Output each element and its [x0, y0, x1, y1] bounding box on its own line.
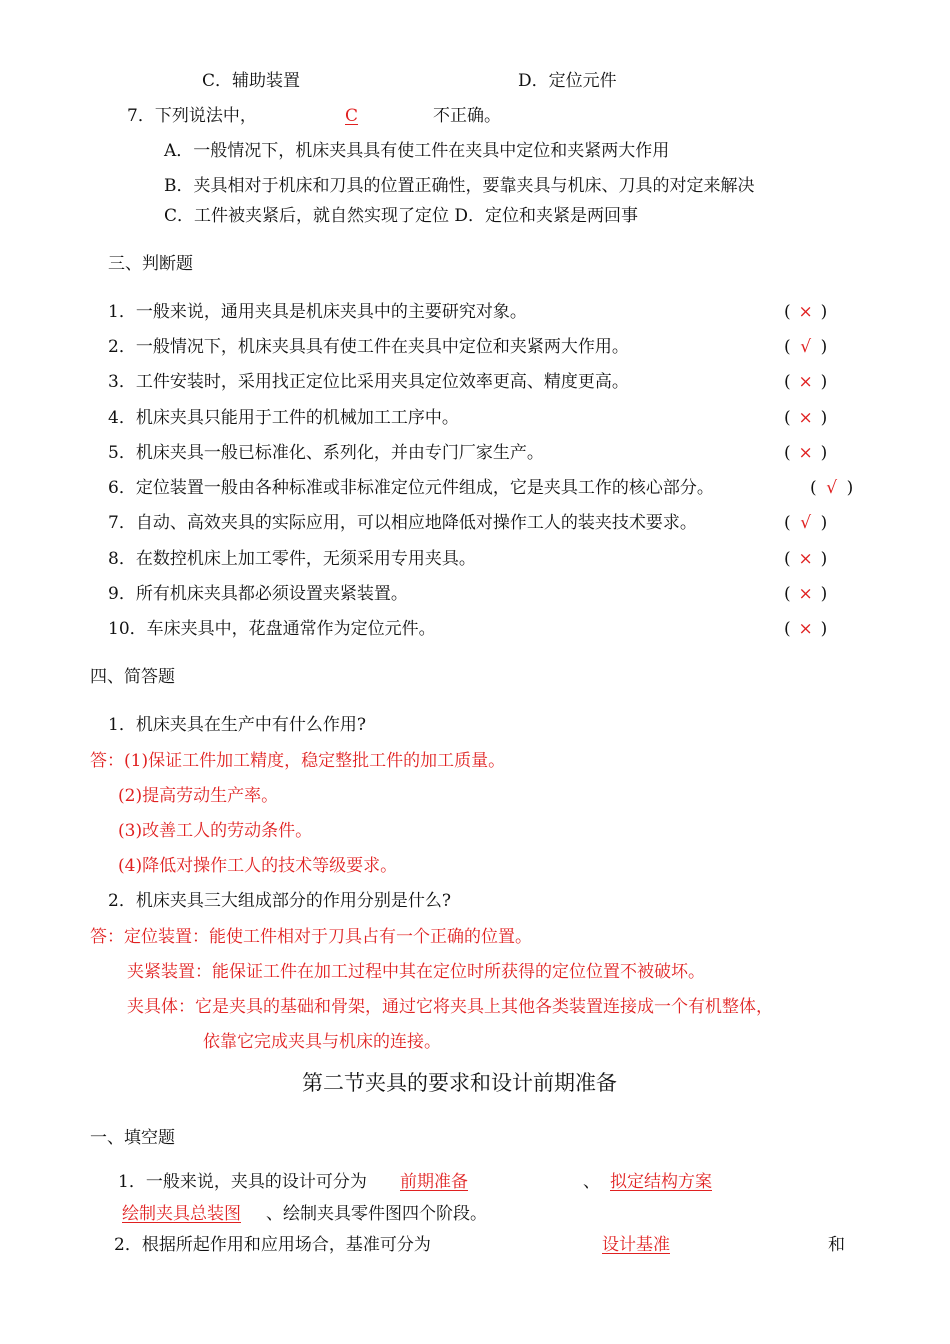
option-d: D．定位元件	[518, 71, 617, 91]
judge-item: 9．所有机床夹具都必须设置夹紧装置。	[108, 584, 408, 604]
judge-item: 3．工件安装时，采用找正定位比采用夹具定位效率更高、精度更高。	[108, 372, 629, 392]
judge-item: 7．自动、高效夹具的实际应用，可以相应地降低对操作工人的装夹技术要求。	[108, 513, 697, 533]
judge-mark: ( × )	[784, 443, 828, 463]
fill-1-answer-1: 前期准备	[400, 1172, 468, 1192]
short-question-2: 2．机床夹具三大组成部分的作用分别是什么?	[108, 891, 451, 911]
answer-line: 夹具体：它是夹具的基础和骨架，通过它将夹具上其他各类装置连接成一个有机整体，	[127, 997, 773, 1017]
fill-1-answer-3: 绘制夹具总装图	[122, 1204, 241, 1224]
judge-mark: ( × )	[784, 619, 828, 639]
short-heading: 四、简答题	[90, 667, 175, 687]
fill-heading: 一、填空题	[90, 1128, 175, 1148]
q7-option-a: A．一般情况下，机床夹具具有使工件在夹具中定位和夹紧两大作用	[164, 141, 670, 161]
answer-line: 夹紧装置：能保证工件在加工过程中其在定位时所获得的定位位置不被破坏。	[127, 962, 705, 982]
judge-item: 4．机床夹具只能用于工件的机械加工工序中。	[108, 408, 459, 428]
q7-stem-prefix: 7．下列说法中，	[127, 106, 257, 126]
answer-line: 答：定位装置：能使工件相对于刀具占有一个正确的位置。	[90, 927, 532, 947]
q7-option-cd: C．工件被夹紧后，就自然实现了定位 D．定位和夹紧是两回事	[164, 206, 639, 226]
judge-mark: ( × )	[784, 549, 828, 569]
judge-mark: ( √ )	[784, 513, 828, 533]
answer-line: (4)降低对操作工人的技术等级要求。	[118, 856, 398, 876]
fill-1-answer-2: 拟定结构方案	[610, 1172, 712, 1192]
judge-mark: ( × )	[784, 584, 828, 604]
judge-mark: ( × )	[784, 408, 828, 428]
fill-1-prefix: 1．一般来说，夹具的设计可分为	[118, 1172, 367, 1192]
section-title: 第二节夹具的要求和设计前期准备	[302, 1071, 617, 1095]
judge-mark: ( √ )	[784, 337, 828, 357]
judge-item: 10．车床夹具中，花盘通常作为定位元件。	[108, 619, 436, 639]
judge-mark: ( √ )	[810, 478, 854, 498]
option-c: C．辅助装置	[202, 71, 301, 91]
q7-option-b: B．夹具相对于机床和刀具的位置正确性，要靠夹具与机床、刀具的对定来解决	[164, 176, 755, 196]
judge-mark: ( × )	[784, 372, 828, 392]
judge-item: 6．定位装置一般由各种标准或非标准定位元件组成，它是夹具工作的核心部分。	[108, 478, 714, 498]
fill-2-suffix: 和	[828, 1235, 845, 1255]
answer-line: 依靠它完成夹具与机床的连接。	[203, 1032, 441, 1052]
judge-item: 1．一般来说，通用夹具是机床夹具中的主要研究对象。	[108, 302, 527, 322]
judge-mark: ( × )	[784, 302, 828, 322]
judge-item: 2．一般情况下，机床夹具具有使工件在夹具中定位和夹紧两大作用。	[108, 337, 629, 357]
judge-heading: 三、判断题	[108, 254, 193, 274]
fill-2-answer: 设计基准	[602, 1235, 670, 1255]
q7-answer: C	[345, 106, 359, 126]
judge-item: 8．在数控机床上加工零件，无须采用专用夹具。	[108, 549, 476, 569]
fill-2-prefix: 2．根据所起作用和应用场合，基准可分为	[114, 1235, 431, 1255]
fill-1-suffix: 、绘制夹具零件图四个阶段。	[266, 1204, 487, 1224]
answer-line: (2)提高劳动生产率。	[118, 786, 279, 806]
judge-item: 5．机床夹具一般已标准化、系列化，并由专门厂家生产。	[108, 443, 544, 463]
short-question-1: 1．机床夹具在生产中有什么作用?	[108, 715, 366, 735]
fill-1-separator: 、	[583, 1172, 600, 1192]
answer-line: (3)改善工人的劳动条件。	[118, 821, 313, 841]
answer-line: 答：(1)保证工件加工精度，稳定整批工件的加工质量。	[90, 751, 506, 771]
q7-stem-suffix: 不正确。	[433, 106, 501, 126]
